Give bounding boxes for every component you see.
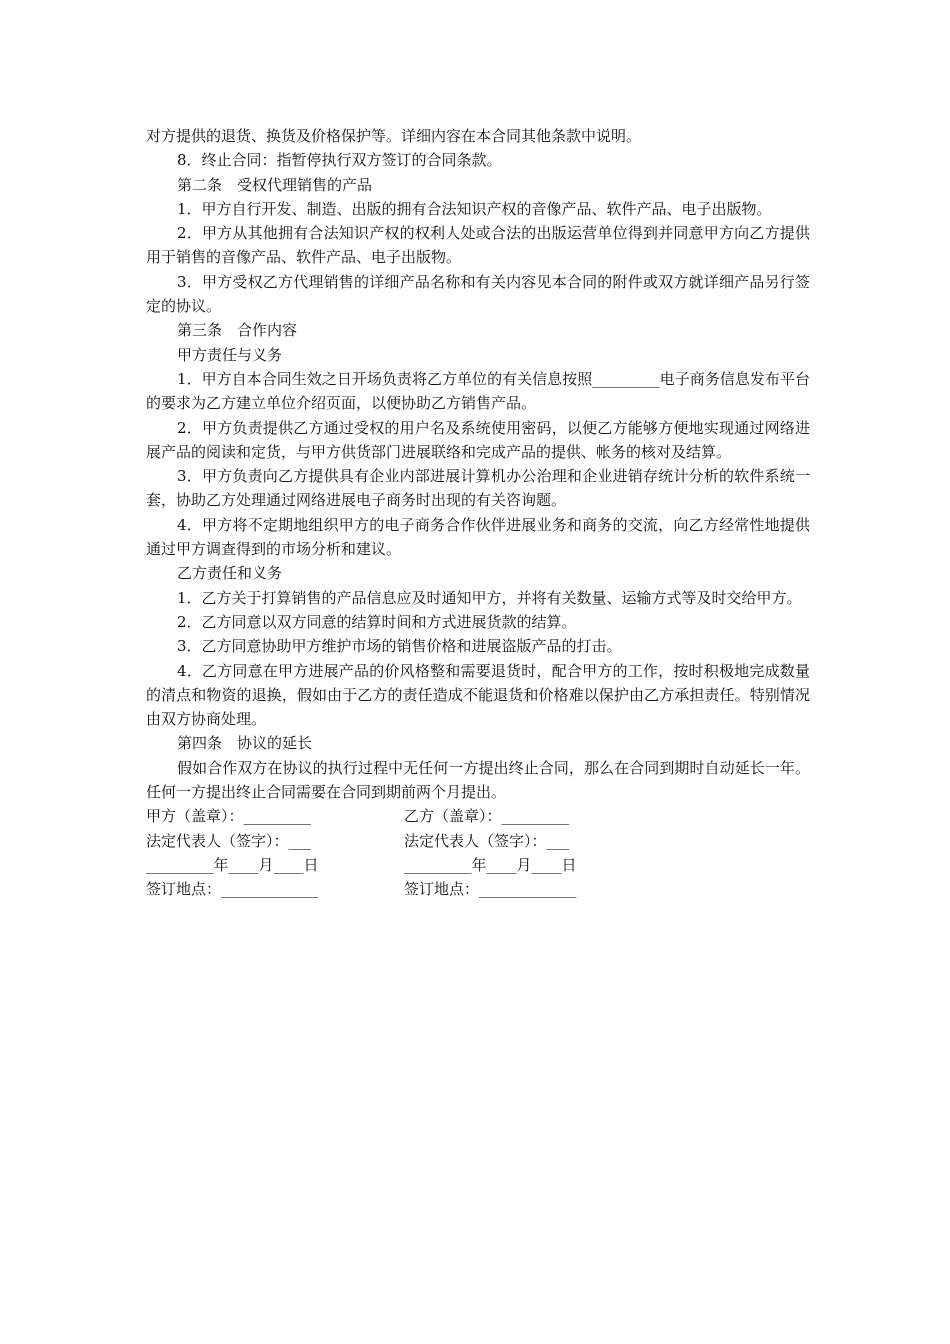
party-a-location-field: 签订地点：_____________ <box>146 880 319 899</box>
paragraph: 2．乙方同意以双方同意的结算时间和方式进展货款的结算。 <box>177 612 577 631</box>
paragraph: 1．乙方关于打算销售的产品信息应及时通知甲方，并将有关数量、运输方式等及时交给甲方。 <box>177 588 802 607</box>
signature-row <box>146 804 810 828</box>
paragraph: 4．乙方同意在甲方进展产品的价风格整和需要退货时，配合甲方的工作，按时积极地完成数量的清点和物资的退换，假如由于乙方的责任造成不能退货和价格难以保护由乙方承担责任。特别情况由双方协商处理。 <box>146 661 810 729</box>
signature-block <box>146 804 810 901</box>
party-b-seal-field: 乙方（盖章）：_________ <box>404 807 570 826</box>
party-b-date-field: _________年____月____日 <box>404 855 577 874</box>
party-a-representative-field: 法定代表人（签字）：___ <box>146 831 312 850</box>
paragraph: 3．乙方同意协助甲方维护市场的销售价格和进展盗版产品的打击。 <box>177 637 622 656</box>
paragraph: 1．甲方自本合同生效之日开场负责将乙方单位的有关信息按照_________电子商务信息发布平台的要求为乙方建立单位介绍页面，以便协助乙方销售产品。 <box>146 369 810 413</box>
section-heading: 第三条 合作内容 <box>177 321 298 340</box>
paragraph: 1．甲方自行开发、制造、出版的拥有合法知识产权的音像产品、软件产品、电子出版物。 <box>177 199 772 218</box>
paragraph: 2．甲方从其他拥有合法知识产权的权利人处或合法的出版运营单位得到并同意甲方向乙方提供用于销售的音像产品、软件产品、电子出版物。 <box>146 224 810 267</box>
paragraph: 假如合作双方在协议的执行过程中无任何一方提出终止合同，那么在合同到期时自动延长一年。任何一方提出终止合同需要在合同到期前两个月提出。 <box>146 758 810 802</box>
party-a-seal-field: 甲方（盖章）：_________ <box>146 807 312 826</box>
paragraph: 3．甲方负责向乙方提供具有企业内部进展计算机办公治理和企业进销存统计分析的软件系统一套，协助乙方处理通过网络进展电子商务时出现的有关咨询题。 <box>146 467 810 510</box>
paragraph: 2．甲方负责提供乙方通过受权的用户名及系统使用密码，以便乙方能够方便地实现通过网络进展产品的阅读和定货，与甲方供货部门进展联络和完成产品的提供、帐务的核对及结算。 <box>146 418 810 461</box>
subsection-heading: 乙方责任和义务 <box>177 564 283 583</box>
signature-row <box>146 877 810 901</box>
paragraph: 3．甲方受权乙方代理销售的详细产品名称和有关内容见本合同的附件或双方就详细产品另行签定的协议。 <box>146 272 810 316</box>
party-b-location-field: 签订地点：_____________ <box>404 880 577 899</box>
signature-row <box>146 829 810 853</box>
section-heading: 第二条 受权代理销售的产品 <box>177 175 373 194</box>
paragraph: 4．甲方将不定期地组织甲方的电子商务合作伙伴进展业务和商务的交流，向乙方经常性地提供通过甲方调查得到的市场分析和建议。 <box>146 515 810 559</box>
section-heading: 第四条 协议的延长 <box>177 734 313 753</box>
party-a-date-field: _________年____月____日 <box>146 855 319 874</box>
paragraph: 8．终止合同：指暂停执行双方签订的合同条款。 <box>177 151 502 170</box>
signature-row <box>146 853 810 877</box>
paragraph: 对方提供的退货、换货及价格保护等。详细内容在本合同其他条款中说明。 <box>146 127 642 145</box>
party-b-representative-field: 法定代表人（签字）：___ <box>404 831 570 850</box>
subsection-heading: 甲方责任与义务 <box>177 345 283 364</box>
contract-body <box>146 124 810 902</box>
